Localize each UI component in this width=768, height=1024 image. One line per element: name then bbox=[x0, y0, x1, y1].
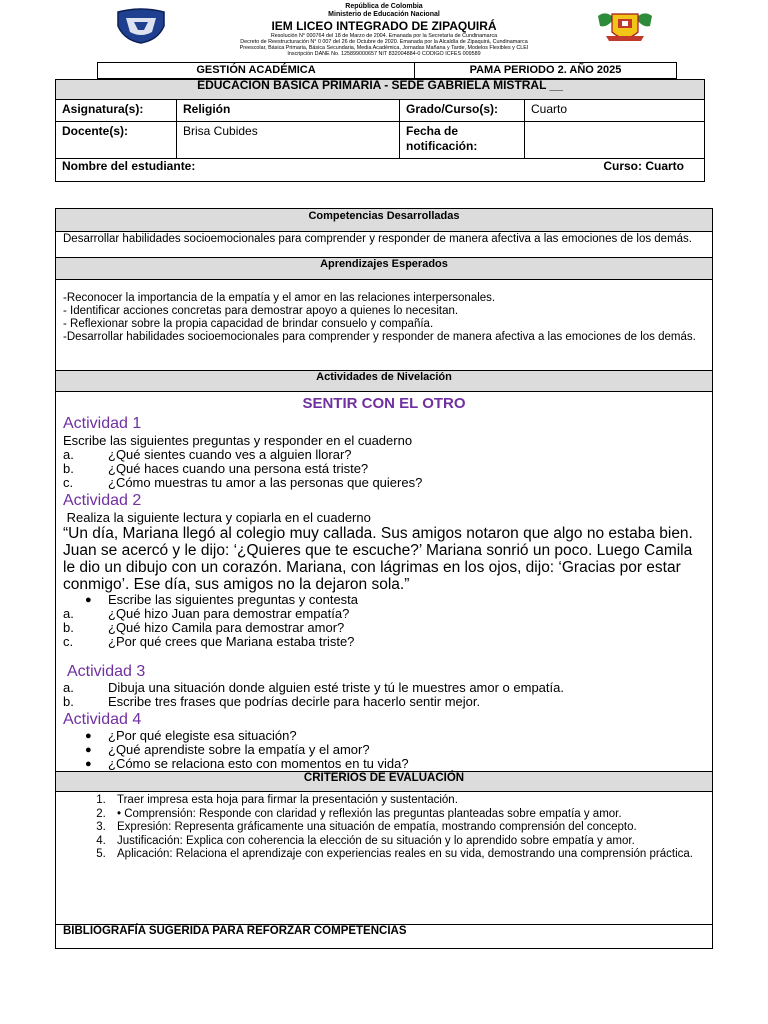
header-ministry: Ministerio de Educación Nacional bbox=[328, 11, 440, 18]
list-item bbox=[63, 448, 705, 462]
item-text: ¿Cómo muestras tu amor a las personas que quieres? bbox=[108, 475, 423, 490]
list-item bbox=[63, 462, 705, 476]
header-republic: República de Colombia bbox=[345, 3, 423, 10]
item-text: ¿Por qué crees que Mariana estaba triste? bbox=[108, 634, 355, 649]
criterios-list bbox=[63, 794, 705, 862]
list-item bbox=[63, 729, 705, 743]
asignatura-value: Religión bbox=[177, 100, 400, 122]
actividades-title: Actividades de Nivelación bbox=[56, 371, 713, 392]
item-text: ¿Qué hizo Juan para demostrar empatía? bbox=[108, 606, 350, 621]
actividad-1-title: Actividad 1 bbox=[63, 415, 142, 432]
item-letter: b. bbox=[63, 694, 74, 709]
gestion-academica: GESTIÓN ACADÉMICA bbox=[98, 63, 415, 79]
competencias-title: Competencias Desarrolladas bbox=[56, 209, 713, 232]
list-item bbox=[63, 743, 705, 757]
item-letter: b. bbox=[63, 461, 74, 476]
list-item bbox=[63, 607, 705, 621]
aprendizaje-item: -Desarrollar habilidades socioemocionales para comprender y responder de manera afectiva a las emociones de los demás. bbox=[63, 331, 696, 343]
bullet-icon: ● bbox=[85, 744, 92, 756]
aprendizaje-item: - Reflexionar sobre la propia capacidad de brindar consuelo y compañía. bbox=[63, 318, 434, 330]
bullet-icon: ● bbox=[85, 594, 92, 606]
pama-periodo: PAMA PERIODO 2. AÑO 2025 bbox=[415, 63, 677, 79]
list-item: 5. Aplicación: Relaciona el aprendizaje con experiencias reales en su vida, demostrando una comprensión práctica. bbox=[109, 848, 705, 862]
content-table bbox=[55, 208, 713, 949]
bibliografia-title: BIBLIOGRAFÍA SUGERIDA PARA REFORZAR COMPETENCIAS bbox=[56, 925, 713, 949]
actividad-1-intro: Escribe las siguientes preguntas y responder en el cuaderno bbox=[63, 433, 413, 448]
aprendizajes-list bbox=[56, 280, 713, 371]
student-row bbox=[56, 159, 705, 182]
list-item bbox=[63, 681, 705, 695]
list-item bbox=[63, 593, 705, 607]
criterios-title: CRITERIOS DE EVALUACIÓN bbox=[56, 772, 713, 792]
header-decree: Decreto de Reestructuración N° 0 007 del 26 de Octubre de 2020. Emanada por la Alcaldía de Zipaquirá, Cundinamarca bbox=[240, 39, 528, 45]
item-text: ¿Qué haces cuando una persona está triste? bbox=[108, 461, 369, 476]
fecha-value-field[interactable] bbox=[525, 122, 705, 159]
list-item: 4. Justificación: Explica con coherencia la elección de su situación y lo aprendido sobre empatía y amor. bbox=[109, 835, 705, 849]
school-header bbox=[170, 3, 598, 57]
aprendizajes-title: Aprendizajes Esperados bbox=[56, 258, 713, 280]
fecha-label: Fecha de notificación: bbox=[400, 122, 525, 159]
aprendizaje-item: - Identificar acciones concretas para demostrar apoyo a quienes lo necesitan. bbox=[63, 305, 459, 317]
criterios-body bbox=[56, 792, 713, 925]
section-title: EDUCACIÓN BÁSICA PRIMARIA - SEDE GABRIELA MISTRAL __ bbox=[56, 80, 705, 100]
list-item: 2. • Comprensión: Responde con claridad y reflexión las preguntas planteadas sobre empatía y amor. bbox=[109, 808, 705, 822]
reading-text: “Un día, Mariana llegó al colegio muy callada. Sus amigos notaron que algo no estaba bien. Juan se acercó y le dijo: ‘¿Quieres que te escuche?’ Mariana sonrió un poco. Luego Camila le dio un dibujo con un corazón. Mariana, con lágrimas en los ojos, dijo: ‘Gracias por estar conmigo’. Ese día, sus amigos no la dejaron sola.” bbox=[63, 525, 693, 593]
item-letter: a. bbox=[63, 447, 74, 462]
item-text: ¿Por qué elegiste esa situación? bbox=[108, 728, 297, 743]
list-item bbox=[63, 621, 705, 635]
item-letter: b. bbox=[63, 620, 74, 635]
item-text: ¿Qué hizo Camila para demostrar amor? bbox=[108, 620, 345, 635]
estudiante-label: Nombre del estudiante: bbox=[62, 159, 196, 173]
school-name: IEM LICEO INTEGRADO DE ZIPAQUIRÁ bbox=[271, 19, 497, 33]
actividad-4-title: Actividad 4 bbox=[63, 711, 142, 728]
info-table bbox=[55, 79, 705, 182]
grado-value: Cuarto bbox=[525, 100, 705, 122]
municipal-crest-logo bbox=[596, 10, 654, 44]
curso-label: Curso: Cuarto bbox=[603, 159, 684, 173]
bullet-icon: ● bbox=[85, 758, 92, 770]
list-item: 1. Traer impresa esta hoja para firmar la presentación y sustentación. bbox=[109, 794, 705, 808]
item-text: ¿Qué sientes cuando ves a alguien llorar? bbox=[108, 447, 352, 462]
list-item bbox=[63, 757, 705, 771]
header-resolution: Resolución N° 000764 del 18 de Marzo de 2004. Emanada por la Secretaría de Cundinamarca bbox=[270, 33, 498, 39]
item-letter: c. bbox=[63, 475, 74, 490]
item-letter: a. bbox=[63, 606, 74, 621]
actividad-2-intro: Realiza la siguiente lectura y copiarla en el cuaderno bbox=[63, 510, 371, 525]
header-levels: Preescolar, Básica Primaria, Básica Secundaria, Media Académica, Jornadas Mañana y Tarde, Modelos Flexibles y CLEI bbox=[239, 45, 529, 51]
item-text: Escribe tres frases que podrías decirle para hacerlo sentir mejor. bbox=[108, 694, 481, 709]
list-item bbox=[63, 476, 705, 490]
list-item: 3. Expresión: Representa gráficamente una situación de empatía, mostrando comprensión del concepto. bbox=[109, 821, 705, 835]
asignatura-label: Asignatura(s): bbox=[56, 100, 177, 122]
item-text: ¿Qué aprendiste sobre la empatía y el amor? bbox=[108, 742, 370, 757]
list-item bbox=[63, 695, 705, 709]
item-text: Dibuja una situación donde alguien esté triste y tú le muestres amor o empatía. bbox=[108, 680, 564, 695]
docente-value: Brisa Cubides bbox=[177, 122, 400, 159]
grado-label: Grado/Curso(s): bbox=[400, 100, 525, 122]
docente-label: Docente(s): bbox=[56, 122, 177, 159]
item-text: ¿Cómo se relaciona esto con momentos en tu vida? bbox=[108, 756, 409, 771]
activity-heading: SENTIR CON EL OTRO bbox=[302, 395, 466, 412]
item-text: Escribe las siguientes preguntas y contesta bbox=[108, 592, 359, 607]
management-bar bbox=[97, 62, 677, 79]
competencias-text: Desarrollar habilidades socioemocionales para comprender y responder de manera afectiva a las emociones de los demás. bbox=[56, 232, 713, 258]
list-item bbox=[63, 635, 705, 649]
item-letter: c. bbox=[63, 634, 74, 649]
item-letter: a. bbox=[63, 680, 74, 695]
actividades-body bbox=[56, 392, 713, 772]
actividad-3-title: Actividad 3 bbox=[67, 663, 146, 680]
bullet-icon: ● bbox=[85, 730, 92, 742]
actividad-2-title: Actividad 2 bbox=[63, 492, 142, 509]
school-shield-logo bbox=[114, 8, 168, 44]
header-codes: Inscripción DANE No. 125899000657 NIT 832004884-0 CODIGO ICFES 009589 bbox=[287, 51, 481, 57]
aprendizaje-item: -Reconocer la importancia de la empatía y el amor en las relaciones interpersonales. bbox=[63, 292, 496, 304]
